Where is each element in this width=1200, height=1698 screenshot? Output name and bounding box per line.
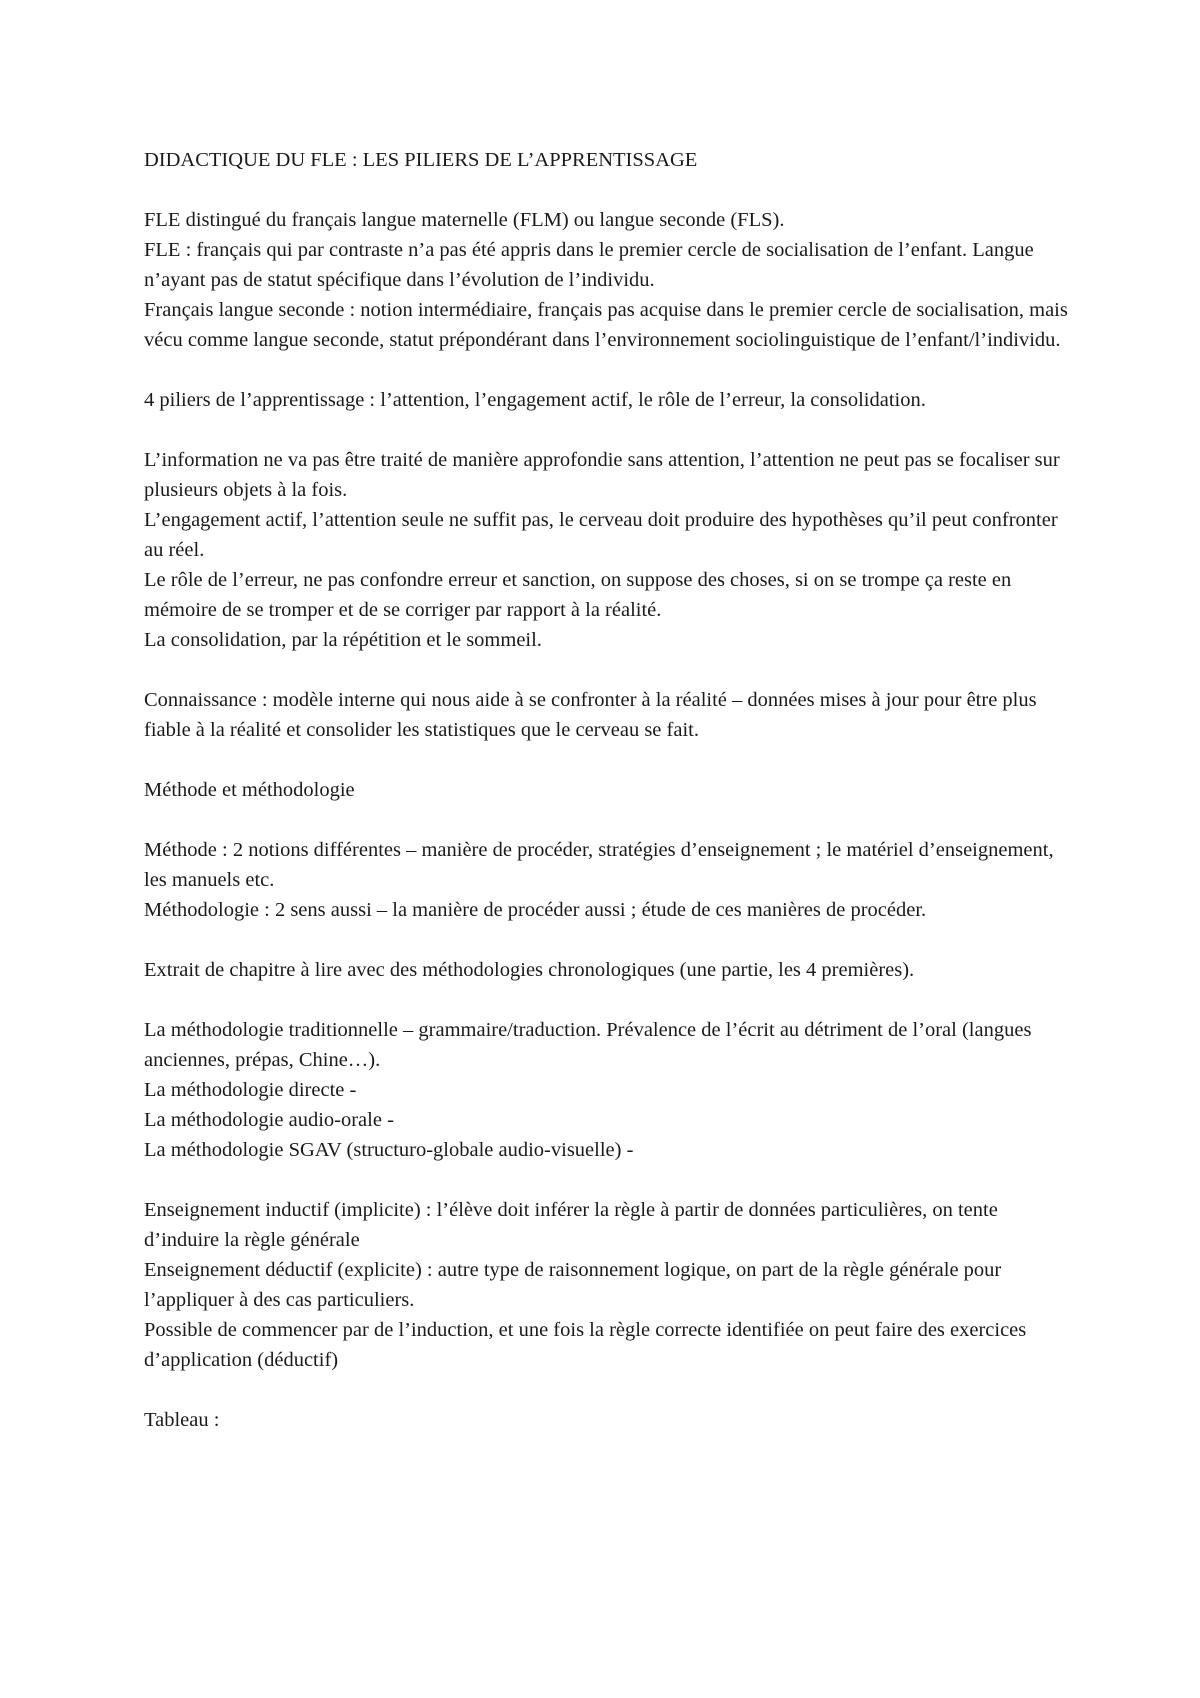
paragraph: Connaissance : modèle interne qui nous aide à se confronter à la réalité – données mises à jour pour être plus fiable à la réalité et consolider les statistiques que le cerveau se fait. xyxy=(144,689,1037,741)
paragraph-block xyxy=(144,1015,1074,1165)
paragraph-block xyxy=(144,685,1074,745)
paragraph-block xyxy=(144,835,1074,925)
paragraph-block xyxy=(144,1405,1074,1435)
document-body xyxy=(144,145,1074,1465)
paragraph: L’information ne va pas être traité de manière approfondie sans attention, l’attention ne peut pas se focaliser sur plusieurs objets à la fois. xyxy=(144,449,1060,501)
paragraph: 4 piliers de l’apprentissage : l’attention, l’engagement actif, le rôle de l’erreur, la consolidation. xyxy=(144,389,926,411)
paragraph-block xyxy=(144,955,1074,985)
paragraph: Méthode : 2 notions différentes – manière de procéder, stratégies d’enseignement ; le matériel d’enseignement, les manuels etc. xyxy=(144,839,1054,891)
paragraph: La consolidation, par la répétition et le sommeil. xyxy=(144,629,542,651)
paragraph: Français langue seconde : notion intermédiaire, français pas acquise dans le premier cercle de socialisation, mais vécu comme langue seconde, statut prépondérant dans l’environnement sociolinguistique de l’enfant/l’individu. xyxy=(144,299,1068,351)
paragraph: L’engagement actif, l’attention seule ne suffit pas, le cerveau doit produire des hypothèses qu’il peut confronter au réel. xyxy=(144,509,1058,561)
paragraph: Le rôle de l’erreur, ne pas confondre erreur et sanction, on suppose des choses, si on se trompe ça reste en mémoire de se tromper et de se corriger par rapport à la réalité. xyxy=(144,569,1012,621)
section-heading-block xyxy=(144,775,1074,805)
paragraph-block xyxy=(144,445,1074,655)
paragraph-block xyxy=(144,385,1074,415)
paragraph: FLE distingué du français langue maternelle (FLM) ou langue seconde (FLS). xyxy=(144,209,785,231)
paragraph: Enseignement déductif (explicite) : autre type de raisonnement logique, on part de la règle générale pour l’appliquer à des cas particuliers. xyxy=(144,1259,1002,1311)
paragraph: Enseignement inductif (implicite) : l’élève doit inférer la règle à partir de données particulières, on tente d’induire la règle générale xyxy=(144,1199,998,1251)
paragraph: Méthodologie : 2 sens aussi – la manière de procéder aussi ; étude de ces manières de procéder. xyxy=(144,899,927,921)
paragraph: La méthodologie traditionnelle – grammaire/traduction. Prévalence de l’écrit au détriment de l’oral (langues anciennes, prépas, Chine…). xyxy=(144,1019,1032,1071)
paragraph-block xyxy=(144,205,1074,355)
paragraph: Possible de commencer par de l’induction, et une fois la règle correcte identifiée on peut faire des exercices d’application (déductif) xyxy=(144,1319,1027,1371)
section-heading: Méthode et méthodologie xyxy=(144,779,355,801)
document-title: DIDACTIQUE DU FLE : LES PILIERS DE L’APPRENTISSAGE xyxy=(144,149,698,171)
paragraph: Tableau : xyxy=(144,1409,220,1431)
paragraph-block xyxy=(144,1195,1074,1375)
paragraph: La méthodologie audio-orale - xyxy=(144,1109,394,1131)
paragraph: La méthodologie directe - xyxy=(144,1079,357,1101)
paragraph: La méthodologie SGAV (structuro-globale audio-visuelle) - xyxy=(144,1139,634,1161)
paragraph: FLE : français qui par contraste n’a pas été appris dans le premier cercle de socialisation de l’enfant. Langue n’ayant pas de statut spécifique dans l’évolution de l’individu. xyxy=(144,239,1034,291)
paragraph: Extrait de chapitre à lire avec des méthodologies chronologiques (une partie, les 4 premières). xyxy=(144,959,915,981)
